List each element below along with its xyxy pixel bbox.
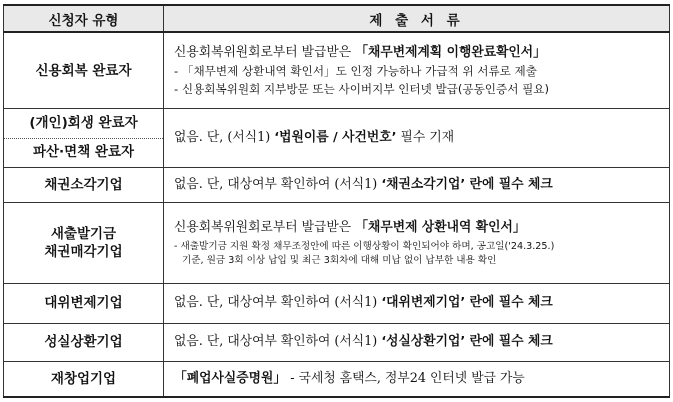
category-label: 재창업기업 (50, 370, 117, 387)
required-check: ‘대위변제기업’ 란에 필수 체크 (381, 295, 553, 311)
category-cell (4, 203, 164, 284)
row-sincere-repayment (4, 323, 670, 361)
main-requirement (174, 218, 669, 238)
category-label: 파산·면책 완료자 (32, 144, 135, 161)
main-requirement (174, 332, 669, 352)
row-new-start-fund (4, 203, 670, 284)
row-restart-business (4, 362, 670, 397)
row-credit-recovery (4, 32, 670, 109)
note-line: - 신용회복위원회 지부방문 또는 사이버지부 인터넷 발급(공동인증서 필요) (174, 81, 550, 96)
row-bond-cancellation (4, 167, 670, 202)
main-requirement (174, 369, 669, 389)
required-field: ‘법원이름 / 사건번호’ (274, 130, 397, 146)
category-cell (4, 138, 164, 167)
category-label: 새출발기금 (50, 225, 117, 242)
documents-cell (164, 323, 670, 361)
note-line: - 새출발기금 지원 확정 채무조정안에 따른 이행상황이 확인되어야 하며, 공고일('24.3.25.) (174, 240, 555, 252)
required-document-name: 「채무변제 상환내역 확인서」 (355, 219, 526, 235)
main-requirement (174, 43, 669, 63)
category-cell (4, 32, 164, 109)
category-cell (4, 109, 164, 138)
requirement-text: 없음. 단, 대상여부 확인하여 (서식1) (174, 176, 382, 192)
requirement-text: 없음. 단, (서식1) (174, 130, 275, 146)
requirement-text: - 국세청 홈택스, 정부24 인터넷 발급 가능 (286, 371, 525, 387)
documents-cell (164, 167, 670, 202)
requirement-text: 필수 기재 (396, 130, 455, 146)
category-cell (4, 362, 164, 397)
required-document-name: 「채무변제계획 이행완료확인서」 (355, 44, 546, 60)
documents-cell (164, 109, 670, 167)
header-required-documents: 제 출 서 류 (164, 5, 670, 32)
documents-cell (164, 362, 670, 397)
requirement-text: 없음. 단, 대상여부 확인하여 (서식1) (174, 295, 382, 311)
documents-cell (164, 203, 670, 284)
documents-cell (164, 32, 670, 109)
header-applicant-type: 신청자 유형 (4, 5, 164, 32)
main-requirement (174, 175, 669, 195)
requirement-text: 신용회복위원회로부터 발급받은 (174, 44, 356, 60)
main-requirement (174, 128, 669, 148)
documents-cell (164, 284, 670, 324)
requirement-text: 신용회복위원회로부터 발급받은 (174, 219, 356, 235)
category-label: 채권소각기업 (44, 176, 123, 193)
category-label: 대위변제기업 (44, 295, 123, 312)
required-check: ‘채권소각기업’ 란에 필수 체크 (381, 176, 553, 192)
category-label: (개인)회생 완료자 (29, 115, 138, 132)
category-label: 성실상환기업 (44, 334, 123, 351)
category-cell (4, 167, 164, 202)
row-rehabilitation (4, 109, 670, 138)
row-subrogation (4, 284, 670, 324)
category-label: 채권매각기업 (44, 244, 123, 261)
document-requirements-table (3, 4, 670, 398)
note-line: - 「채무변제 상환내역 확인서」도 인정 가능하나 가급적 위 서류로 제출 (174, 63, 537, 78)
category-cell (4, 323, 164, 361)
required-document-name: 「폐업사실증명원」 (174, 371, 287, 387)
required-check: ‘성실상환기업’ 란에 필수 체크 (381, 334, 553, 350)
category-label: 신용회복 완료자 (35, 62, 132, 79)
requirement-text: 없음. 단, 대상여부 확인하여 (서식1) (174, 334, 382, 350)
category-cell (4, 284, 164, 324)
main-requirement (174, 293, 669, 313)
note-line: 기준, 원금 3회 이상 납입 및 최근 3회차에 대해 미납 없이 납부한 내용 확인 (182, 254, 497, 266)
